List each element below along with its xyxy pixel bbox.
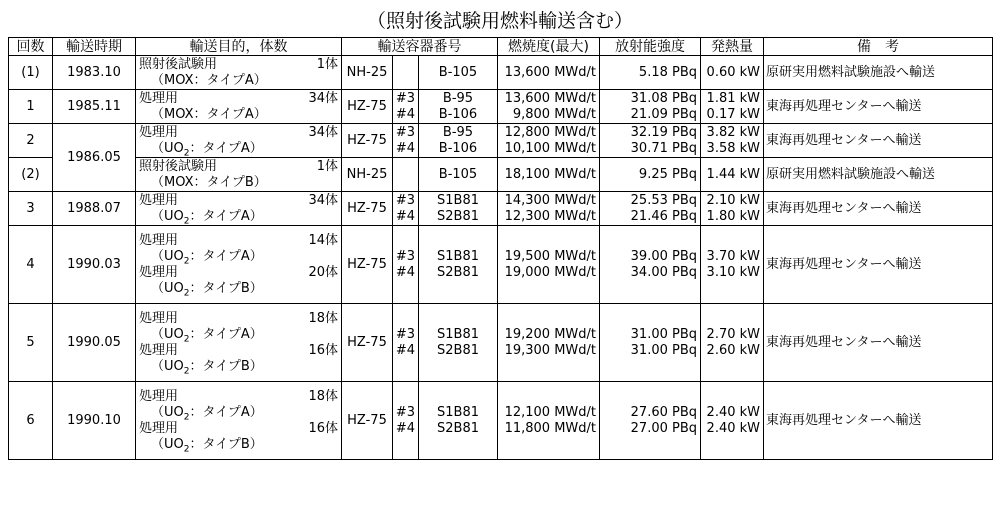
shipment-date: 1985.11 bbox=[53, 90, 136, 124]
container-type: HZ-75 bbox=[342, 304, 393, 382]
shipment-number: 4 bbox=[9, 226, 53, 304]
burnup-line: 19,200 MWd/t bbox=[504, 326, 597, 342]
purpose-label: 処理用 bbox=[139, 310, 179, 326]
burnup-line: 12,100 MWd/t bbox=[504, 404, 597, 420]
shipment-purpose bbox=[136, 192, 342, 226]
burnup-value bbox=[498, 226, 600, 304]
container-type: NH-25 bbox=[342, 158, 393, 192]
activity-line: 5.18 PBq bbox=[638, 64, 698, 80]
assembly-count: 1体 bbox=[316, 56, 338, 72]
shipment-row bbox=[9, 382, 993, 460]
container-number: S2B81 bbox=[437, 420, 479, 436]
container-number: B-106 bbox=[438, 106, 478, 122]
heat-value bbox=[701, 56, 764, 90]
slot-number: #3 bbox=[395, 326, 416, 342]
header-burnup: 燃焼度(最大) bbox=[498, 38, 600, 56]
purpose-label: 処理用 bbox=[139, 342, 179, 358]
heat-line: 2.10 kW bbox=[706, 192, 761, 208]
slot-number: #3 bbox=[395, 192, 416, 208]
remark: 東海再処理センターへ輸送 bbox=[764, 226, 993, 304]
remark: 原研実用燃料試験施設へ輸送 bbox=[764, 56, 993, 90]
assembly-count: 18体 bbox=[308, 388, 338, 404]
container-number: B-105 bbox=[438, 64, 478, 80]
burnup-value bbox=[498, 192, 600, 226]
container-number: S2B81 bbox=[437, 264, 479, 280]
header-date: 輸送時期 bbox=[53, 38, 136, 56]
container-number: S2B81 bbox=[437, 208, 479, 224]
shipment-row bbox=[9, 56, 993, 90]
heat-value bbox=[701, 124, 764, 158]
container-id bbox=[419, 124, 498, 158]
shipment-row bbox=[9, 90, 993, 124]
purpose-label: 照射後試験用 bbox=[139, 158, 218, 174]
purpose-line bbox=[139, 57, 341, 73]
slot-number: #4 bbox=[395, 264, 416, 280]
container-slot bbox=[393, 124, 419, 158]
shipment-table bbox=[8, 37, 993, 460]
heat-line: 1.44 kW bbox=[706, 166, 761, 182]
shipment-number: 3 bbox=[9, 192, 53, 226]
activity-value bbox=[600, 90, 701, 124]
header-heat: 発熱量 bbox=[701, 38, 764, 56]
header-remarks: 備 考 bbox=[764, 38, 993, 56]
activity-line: 32.19 PBq bbox=[630, 124, 698, 140]
burnup-line: 13,600 MWd/t bbox=[504, 64, 597, 80]
container-type: HZ-75 bbox=[342, 90, 393, 124]
shipment-date: 1990.03 bbox=[53, 226, 136, 304]
container-number: B-106 bbox=[438, 140, 478, 156]
subscript-2: 2 bbox=[183, 412, 190, 423]
container-slot bbox=[393, 90, 419, 124]
burnup-line: 19,500 MWd/t bbox=[504, 248, 597, 264]
remark: 東海再処理センターへ輸送 bbox=[764, 382, 993, 460]
remark: 東海再処理センターへ輸送 bbox=[764, 192, 993, 226]
slot-number: #4 bbox=[395, 420, 416, 436]
heat-line: 0.17 kW bbox=[706, 106, 761, 122]
heat-line: 3.10 kW bbox=[706, 264, 761, 280]
container-slot bbox=[393, 226, 419, 304]
subscript-2: 2 bbox=[183, 334, 190, 345]
assembly-count: 16体 bbox=[308, 420, 338, 436]
heat-line: 3.58 kW bbox=[706, 140, 761, 156]
container-slot bbox=[393, 382, 419, 460]
activity-line: 31.08 PBq bbox=[630, 90, 698, 106]
fuel-type: （$UO_2$：タイプA） bbox=[151, 404, 263, 423]
purpose-line bbox=[139, 193, 341, 209]
activity-line: 30.71 PBq bbox=[630, 140, 698, 156]
burnup-value bbox=[498, 90, 600, 124]
burnup-value bbox=[498, 56, 600, 90]
burnup-value bbox=[498, 158, 600, 192]
burnup-line: 9,800 MWd/t bbox=[512, 106, 597, 122]
activity-line: 9.25 PBq bbox=[638, 166, 698, 182]
container-type: HZ-75 bbox=[342, 226, 393, 304]
shipment-number: 1 bbox=[9, 90, 53, 124]
subscript-2: 2 bbox=[183, 366, 190, 377]
header-count: 回数 bbox=[9, 38, 53, 56]
shipment-number: (1) bbox=[9, 56, 53, 90]
activity-value bbox=[600, 226, 701, 304]
purpose-label: 処理用 bbox=[139, 388, 179, 404]
activity-value bbox=[600, 56, 701, 90]
fuel-type: （$UO_2$：タイプA） bbox=[151, 248, 263, 267]
heat-value bbox=[701, 90, 764, 124]
slot-number: #3 bbox=[395, 248, 416, 264]
purpose-label: 処理用 bbox=[139, 90, 179, 106]
shipment-number: 2 bbox=[9, 124, 53, 158]
purpose-line bbox=[139, 125, 341, 141]
header-row bbox=[9, 38, 993, 56]
activity-line: 21.46 PBq bbox=[630, 208, 698, 224]
container-slot bbox=[393, 158, 419, 192]
heat-value bbox=[701, 382, 764, 460]
container-id bbox=[419, 226, 498, 304]
container-number: B-105 bbox=[438, 166, 478, 182]
table-title: （照射後試験用燃料輸送含む） bbox=[366, 10, 633, 32]
shipment-purpose bbox=[136, 90, 342, 124]
subscript-2: 2 bbox=[183, 256, 190, 267]
shipment-row bbox=[9, 124, 993, 158]
burnup-value bbox=[498, 304, 600, 382]
container-id bbox=[419, 382, 498, 460]
purpose-label: 処理用 bbox=[139, 232, 179, 248]
purpose-label: 処理用 bbox=[139, 420, 179, 436]
subscript-2: 2 bbox=[183, 444, 190, 455]
slot-number: #3 bbox=[395, 90, 416, 106]
burnup-line: 19,000 MWd/t bbox=[504, 264, 597, 280]
heat-value bbox=[701, 304, 764, 382]
shipment-rows bbox=[9, 56, 993, 460]
burnup-line: 18,100 MWd/t bbox=[504, 166, 597, 182]
purpose-label: 照射後試験用 bbox=[139, 56, 218, 72]
container-number: S1B81 bbox=[437, 248, 479, 264]
heat-value bbox=[701, 158, 764, 192]
activity-value bbox=[600, 158, 701, 192]
activity-line: 31.00 PBq bbox=[630, 326, 698, 342]
activity-line: 25.53 PBq bbox=[630, 192, 698, 208]
assembly-count: 34体 bbox=[308, 124, 338, 140]
container-slot bbox=[393, 56, 419, 90]
container-id bbox=[419, 304, 498, 382]
burnup-line: 10,100 MWd/t bbox=[504, 140, 597, 156]
shipment-date: 1986.05 bbox=[53, 124, 136, 192]
burnup-line: 19,300 MWd/t bbox=[504, 342, 597, 358]
burnup-line: 12,800 MWd/t bbox=[504, 124, 597, 140]
container-id bbox=[419, 56, 498, 90]
fuel-type: （$UO_2$：タイプB） bbox=[151, 280, 263, 299]
remark: 東海再処理センターへ輸送 bbox=[764, 90, 993, 124]
activity-line: 21.09 PBq bbox=[630, 106, 698, 122]
container-number: S1B81 bbox=[437, 326, 479, 342]
remark: 東海再処理センターへ輸送 bbox=[764, 124, 993, 158]
shipment-purpose bbox=[136, 382, 342, 460]
burnup-line: 11,800 MWd/t bbox=[504, 420, 597, 436]
purpose-line bbox=[139, 265, 341, 281]
fuel-type: （$UO_2$：タイプB） bbox=[151, 436, 263, 455]
subscript-2: 2 bbox=[183, 148, 190, 158]
heat-line: 2.40 kW bbox=[706, 404, 761, 420]
slot-number: #3 bbox=[395, 124, 416, 140]
shipment-purpose bbox=[136, 56, 342, 90]
purpose-line bbox=[139, 389, 341, 405]
purpose-line bbox=[139, 311, 341, 327]
purpose-label: 処理用 bbox=[139, 192, 179, 208]
shipment-row bbox=[9, 304, 993, 382]
shipment-row bbox=[9, 158, 993, 192]
remark: 原研実用燃料試験施設へ輸送 bbox=[764, 158, 993, 192]
container-type: HZ-75 bbox=[342, 124, 393, 158]
activity-line: 31.00 PBq bbox=[630, 342, 698, 358]
slot-number: #4 bbox=[395, 106, 416, 122]
activity-line: 27.00 PBq bbox=[630, 420, 698, 436]
heat-line: 2.60 kW bbox=[706, 342, 761, 358]
heat-line: 2.40 kW bbox=[706, 420, 761, 436]
container-number: S1B81 bbox=[437, 404, 479, 420]
activity-value bbox=[600, 304, 701, 382]
heat-line: 0.60 kW bbox=[706, 64, 761, 80]
container-id bbox=[419, 192, 498, 226]
assembly-count: 34体 bbox=[308, 90, 338, 106]
shipment-purpose bbox=[136, 158, 342, 192]
purpose-line bbox=[139, 233, 341, 249]
subscript-2: 2 bbox=[183, 216, 190, 226]
purpose-line bbox=[139, 421, 341, 437]
header-purpose: 輸送目的，体数 bbox=[136, 38, 342, 56]
shipment-date: 1990.05 bbox=[53, 304, 136, 382]
fuel-type: （$UO_2$：タイプA） bbox=[151, 208, 263, 226]
container-type: HZ-75 bbox=[342, 192, 393, 226]
container-number: S2B81 bbox=[437, 342, 479, 358]
header-activity: 放射能強度 bbox=[600, 38, 701, 56]
heat-line: 3.70 kW bbox=[706, 248, 761, 264]
header-container: 輸送容器番号 bbox=[342, 38, 498, 56]
remark: 東海再処理センターへ輸送 bbox=[764, 304, 993, 382]
assembly-count: 16体 bbox=[308, 342, 338, 358]
assembly-count: 18体 bbox=[308, 310, 338, 326]
container-number: B-95 bbox=[442, 90, 474, 106]
container-number: B-95 bbox=[442, 124, 474, 140]
purpose-line bbox=[139, 343, 341, 359]
fuel-type: （$UO_2$：タイプB） bbox=[151, 358, 263, 377]
shipment-purpose bbox=[136, 304, 342, 382]
slot-number: #4 bbox=[395, 140, 416, 156]
container-id bbox=[419, 158, 498, 192]
container-id bbox=[419, 90, 498, 124]
shipment-date: 1988.07 bbox=[53, 192, 136, 226]
assembly-count: 34体 bbox=[308, 192, 338, 208]
container-type: HZ-75 bbox=[342, 382, 393, 460]
heat-line: 2.70 kW bbox=[706, 326, 761, 342]
shipment-purpose bbox=[136, 124, 342, 158]
burnup-line: 14,300 MWd/t bbox=[504, 192, 597, 208]
shipment-row bbox=[9, 192, 993, 226]
activity-value bbox=[600, 382, 701, 460]
shipment-number: 6 bbox=[9, 382, 53, 460]
container-number: S1B81 bbox=[437, 192, 479, 208]
assembly-count: 1体 bbox=[316, 158, 338, 174]
shipment-row bbox=[9, 226, 993, 304]
assembly-count: 20体 bbox=[308, 264, 338, 280]
slot-number: #4 bbox=[395, 342, 416, 358]
heat-value bbox=[701, 226, 764, 304]
activity-value bbox=[600, 124, 701, 158]
heat-line: 1.80 kW bbox=[706, 208, 761, 224]
activity-line: 39.00 PBq bbox=[630, 248, 698, 264]
heat-line: 3.82 kW bbox=[706, 124, 761, 140]
fuel-type: （$UO_2$：タイプA） bbox=[151, 140, 263, 158]
shipment-number: (2) bbox=[9, 158, 53, 192]
fuel-type: （$UO_2$：タイプA） bbox=[151, 326, 263, 345]
fuel-type: （MOX：タイプA） bbox=[151, 106, 267, 122]
assembly-count: 14体 bbox=[308, 232, 338, 248]
shipment-date: 1983.10 bbox=[53, 56, 136, 90]
slot-number: #3 bbox=[395, 404, 416, 420]
fuel-type: （MOX：タイプB） bbox=[151, 174, 267, 190]
container-slot bbox=[393, 304, 419, 382]
burnup-line: 12,300 MWd/t bbox=[504, 208, 597, 224]
purpose-label: 処理用 bbox=[139, 264, 179, 280]
burnup-line: 13,600 MWd/t bbox=[504, 90, 597, 106]
container-slot bbox=[393, 192, 419, 226]
shipment-date: 1990.10 bbox=[53, 382, 136, 460]
fuel-type: （MOX：タイプA） bbox=[151, 72, 267, 88]
subscript-2: 2 bbox=[183, 288, 190, 299]
purpose-line bbox=[139, 91, 341, 107]
activity-value bbox=[600, 192, 701, 226]
activity-line: 27.60 PBq bbox=[630, 404, 698, 420]
container-type: NH-25 bbox=[342, 56, 393, 90]
heat-value bbox=[701, 192, 764, 226]
heat-line: 1.81 kW bbox=[706, 90, 761, 106]
slot-number: #4 bbox=[395, 208, 416, 224]
burnup-value bbox=[498, 124, 600, 158]
purpose-label: 処理用 bbox=[139, 124, 179, 140]
shipment-purpose bbox=[136, 226, 342, 304]
purpose-line bbox=[139, 159, 341, 175]
activity-line: 34.00 PBq bbox=[630, 264, 698, 280]
burnup-value bbox=[498, 382, 600, 460]
shipment-number: 5 bbox=[9, 304, 53, 382]
